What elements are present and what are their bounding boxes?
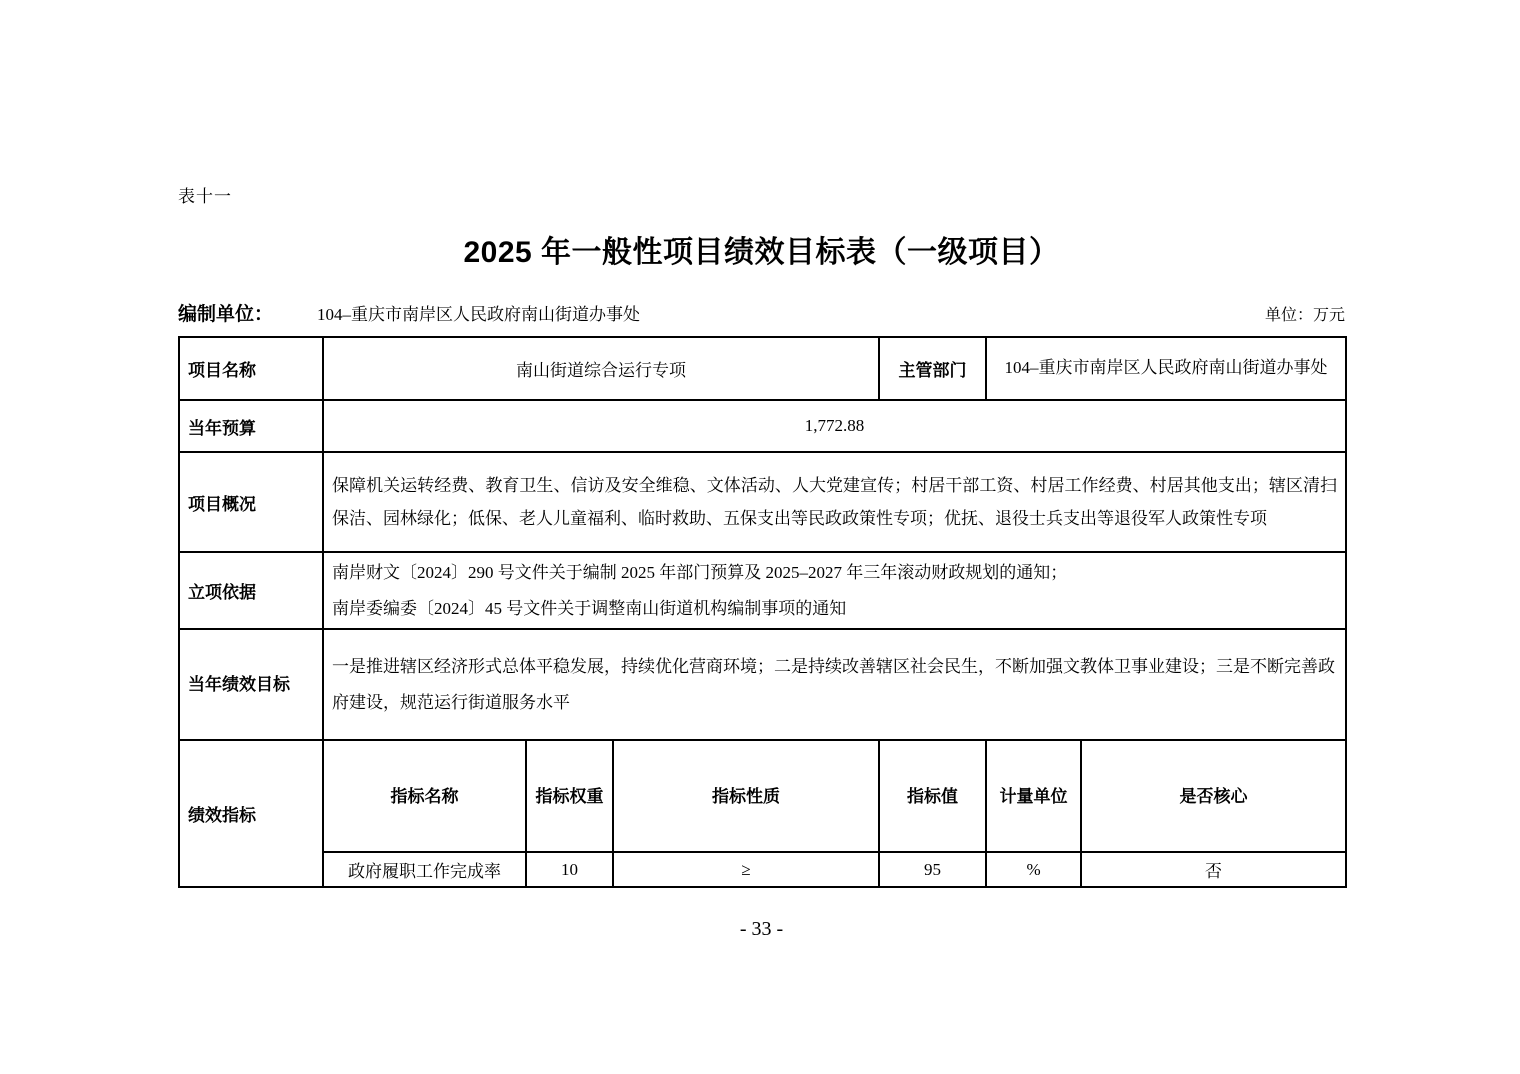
page-number: - 33 - <box>739 918 784 941</box>
table-row <box>179 452 1346 552</box>
header-indicator-name: 指标名称 <box>323 740 526 852</box>
header-measure-unit: 计量单位 <box>986 740 1081 852</box>
performance-target-table <box>178 336 1347 888</box>
table-row <box>179 400 1346 452</box>
indicator-data-row <box>179 852 1346 887</box>
overview-value: 保障机关运转经费、教育卫生、信访及安全维稳、文体活动、人大党建宣传；村居干部工资、村居工作经费、村居其他支出；辖区清扫保洁、园林绿化；低保、老人儿童福利、临时救助、五保支出等民政政策性专项；优抚、退役士兵支出等退役军人政策性专项 <box>323 452 1346 552</box>
indicator-name-cell: 政府履职工作完成率 <box>323 852 526 887</box>
basis-line-2: 南岸委编委〔2024〕45 号文件关于调整南山街道机构编制事项的通知 <box>332 598 847 618</box>
header-indicator-nature: 指标性质 <box>613 740 879 852</box>
budget-value: 1,772.88 <box>323 400 1346 452</box>
indicators-label: 绩效指标 <box>179 740 323 887</box>
budget-label: 当年预算 <box>179 400 323 452</box>
indicator-header-row <box>179 740 1346 852</box>
info-row <box>178 299 1345 326</box>
basis-value <box>323 552 1346 629</box>
unit-note: 单位：万元 <box>1264 307 1345 324</box>
table-row <box>179 552 1346 629</box>
page-title: 2025 年一般性项目绩效目标表（一级项目） <box>463 236 1060 269</box>
dept-label: 主管部门 <box>879 337 986 400</box>
goal-label-text: 当年绩效目标 <box>188 675 290 695</box>
header-indicator-weight: 指标权重 <box>526 740 613 852</box>
project-name-value: 南山街道综合运行专项 <box>323 337 879 400</box>
dept-value: 104–重庆市南岸区人民政府南山街道办事处 <box>986 337 1346 400</box>
indicator-value-cell: 95 <box>879 852 986 887</box>
indicator-unit-cell: % <box>986 852 1081 887</box>
project-name-label: 项目名称 <box>179 337 323 400</box>
indicator-core-cell: 否 <box>1081 852 1346 887</box>
header-is-core: 是否核心 <box>1081 740 1346 852</box>
table-row <box>179 629 1346 740</box>
document-page <box>178 0 1345 941</box>
table-number-label: 表十一 <box>178 187 232 206</box>
goal-value: 一是推进辖区经济形式总体平稳发展，持续优化营商环境；二是持续改善辖区社会民生，不断加强文教体卫事业建设；三是不断完善政府建设，规范运行街道服务水平 <box>323 629 1346 740</box>
prepared-by-label: 编制单位： <box>178 304 274 325</box>
overview-label: 项目概况 <box>179 452 323 552</box>
indicator-weight-cell: 10 <box>526 852 613 887</box>
indicator-nature-cell: ≥ <box>613 852 879 887</box>
basis-label: 立项依据 <box>179 552 323 629</box>
goal-label <box>179 629 323 740</box>
prepared-by-value: 104–重庆市南岸区人民政府南山街道办事处 <box>317 305 641 324</box>
table-row <box>179 337 1346 400</box>
basis-line-1: 南岸财文〔2024〕290 号文件关于编制 2025 年部门预算及 2025–2027 年三年滚动财政规划的通知； <box>332 563 1068 582</box>
header-indicator-value: 指标值 <box>879 740 986 852</box>
